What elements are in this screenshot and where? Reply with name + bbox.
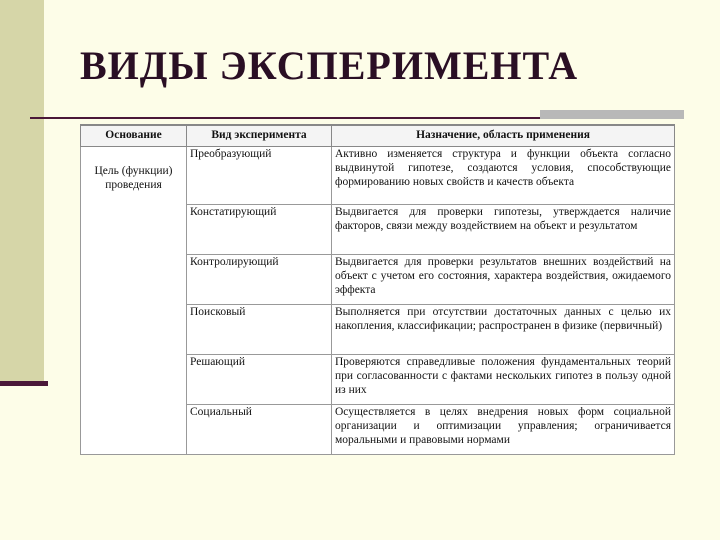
kind-cell: Преобразующий (187, 147, 332, 205)
table-header-row (81, 125, 675, 147)
experiment-types-table-container (80, 124, 674, 455)
kind-cell: Контролирующий (187, 255, 332, 305)
left-decorative-bar (0, 0, 44, 383)
kind-cell: Решающий (187, 355, 332, 405)
purpose-cell: Выдвигается для проверки гипотезы, утверждается наличие факторов, связи между воздействием на объект и результатом (332, 205, 675, 255)
kind-cell: Констатирующий (187, 205, 332, 255)
purpose-cell: Выдвигается для проверки результатов внешних воздействий на объект с учетом его состояния, характера воздействия, ожидаемого эффекта (332, 255, 675, 305)
purpose-cell: Выполняется при отсутствии достаточных данных с целью их накопления, классификации; распространен в физике (первичный) (332, 305, 675, 355)
kind-cell: Поисковый (187, 305, 332, 355)
header-purpose: Назначение, область применения (332, 125, 675, 147)
table-row (81, 147, 675, 205)
basis-cell: Цель (функции) проведения (81, 147, 187, 455)
experiment-types-table (80, 124, 675, 455)
kind-cell: Социальный (187, 405, 332, 455)
header-experiment-kind: Вид эксперимента (187, 125, 332, 147)
purpose-cell: Проверяются справедливые положения фундаментальных теорий при согласованности с фактами нескольких гипотез в пользу одной из них (332, 355, 675, 405)
title-accent-block (540, 110, 684, 119)
left-bar-underline (0, 381, 48, 386)
slide-title: ВИДЫ ЭКСПЕРИМЕНТА (80, 43, 579, 88)
header-basis: Основание (81, 125, 187, 147)
purpose-cell: Осуществляется в целях внедрения новых форм социальной организации и оптимизации управления; ограничивается моральными и правовыми нормами (332, 405, 675, 455)
purpose-cell: Активно изменяется структура и функции объекта согласно выдвинутой гипотезе, создаются условия, способствующие формированию новых свойств и качеств объекта (332, 147, 675, 205)
